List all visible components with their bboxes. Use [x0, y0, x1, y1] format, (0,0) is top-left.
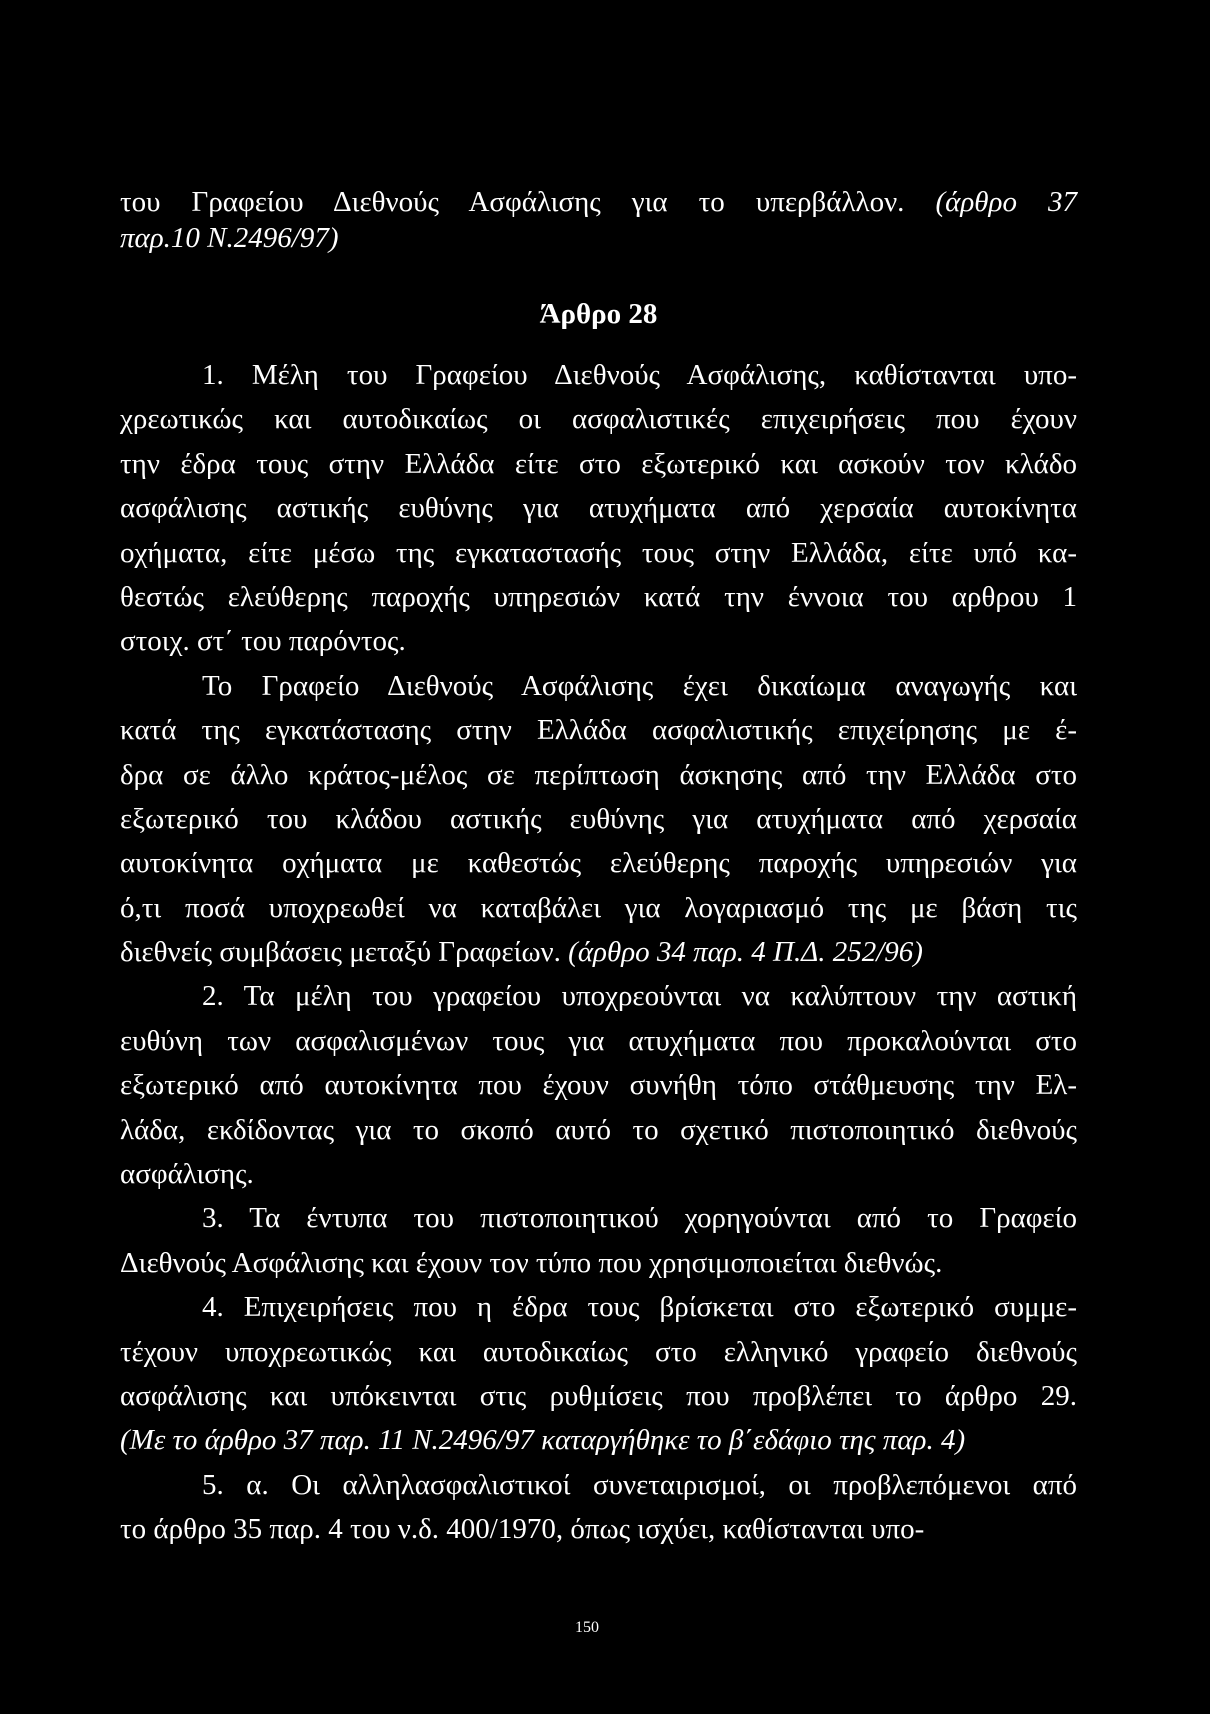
amendment-note: [120, 1418, 1077, 1462]
line-text: 2. Τα μέλη του γραφείου υποχρεούνται να καλύπτουν την αστική: [202, 980, 1077, 1013]
line-text: ασφάλισης αστικής ευθύνης για ατυχήματα από χερσαία αυτοκίνητα: [120, 492, 1077, 525]
line-content: [120, 759, 1077, 791]
text-line: [120, 1507, 1077, 1551]
line-text: αυτοκίνητα οχήματα με καθεστώς ελεύθερης παροχής υπηρεσιών για: [120, 847, 1077, 880]
article-paragraph: [120, 1196, 1077, 1285]
line-text: 1. Μέλη του Γραφείου Διεθνούς Ασφάλισης, καθίστανται υπο-: [202, 359, 1077, 391]
line-content: [120, 581, 1077, 613]
text-line: [120, 1374, 1077, 1418]
line-content: [120, 714, 1077, 746]
line-text: το άρθρο 35 παρ. 4 του ν.δ. 400/1970, όπως ισχύει, καθίστανται υπο-: [120, 1513, 925, 1546]
line-text: ασφάλισης και υπόκεινται στις ρυθμίσεις που προβλέπει το άρθρο 29.: [120, 1379, 1077, 1412]
line-content: [120, 492, 1077, 524]
line-text: ό,τι ποσά υποχρεωθεί να καταβάλει για λογαριασμό της με βάση τις: [120, 891, 1077, 924]
line-content: [120, 403, 1077, 435]
line-text: Το Γραφείο Διεθνούς Ασφάλισης έχει δικαίωμα αναγωγής και: [202, 669, 1077, 702]
line-text: τέχουν υποχρεωτικώς και αυτοδικαίως στο ελληνικό γραφείο διεθνούς: [120, 1335, 1077, 1368]
text-line: [120, 753, 1077, 797]
line-text: ευθύνη των ασφαλισμένων τους για ατυχήματα που προκαλούνται στο: [120, 1024, 1077, 1057]
text-line: [120, 841, 1077, 885]
text-line: [120, 1019, 1077, 1063]
text-line: [120, 1241, 1077, 1285]
line-content: [120, 1380, 1077, 1412]
text-line: [120, 397, 1077, 441]
text-line: [120, 1463, 1077, 1507]
text-line: [120, 886, 1077, 930]
text-line: [120, 664, 1077, 708]
amendment-note-text: (Με το άρθρο 37 παρ. 11 Ν.2496/97 καταργήθηκε το β΄εδάφιο της παρ. 4): [120, 1424, 966, 1457]
article-paragraph: [120, 974, 1077, 1196]
text-line: [120, 930, 1077, 974]
text-line: [120, 486, 1077, 530]
line-text: εξωτερικό από αυτοκίνητα που έχουν συνήθη τόπο στάθμευσης την Ελ-: [120, 1069, 1077, 1102]
line-text: την έδρα τους στην Ελλάδα είτε στο εξωτερικό και ασκούν τον κλάδο: [120, 447, 1077, 480]
article-heading: Άρθρο 28: [539, 298, 658, 330]
line-content: [202, 1291, 1077, 1323]
line-content: [120, 1025, 1077, 1057]
line-content: [120, 1114, 1077, 1146]
line-content: [202, 1469, 1077, 1501]
line-content: [120, 186, 1077, 218]
text-line: [120, 1330, 1077, 1374]
text-line: [120, 575, 1077, 619]
continuation-text: [120, 184, 1077, 256]
text-line: [120, 220, 1077, 256]
line-text: 4. Επιχειρήσεις που η έδρα τους βρίσκεται στο εξωτερικό συμμε-: [202, 1291, 1077, 1324]
line-content: [120, 1158, 254, 1190]
text-line: [120, 531, 1077, 575]
line-content: [202, 980, 1077, 1012]
text-line: [120, 1063, 1077, 1107]
line-content: [120, 892, 1077, 924]
line-text: οχήματα, είτε μέσω της εγκαταστασής τους στην Ελλάδα, είτε υπό κα-: [120, 536, 1077, 569]
text-line: [120, 442, 1077, 486]
line-text: Διεθνούς Ασφάλισης και έχουν τον τύπο που χρησιμοποιείται διεθνώς.: [120, 1246, 943, 1279]
page-number: 150: [575, 1619, 599, 1636]
line-content: [120, 936, 923, 968]
line-text: θεστώς ελεύθερης παροχής υπηρεσιών κατά την έννοια του αρθρου 1: [120, 580, 1077, 613]
text-line: [120, 1108, 1077, 1152]
line-text: λάδα, εκδίδοντας για το σκοπό αυτό το σχετικό πιστοποιητικό διεθνούς: [120, 1113, 1077, 1146]
line-text: διεθνείς συμβάσεις μεταξύ Γραφείων.: [120, 936, 561, 969]
legal-reference: (άρθρο 37: [935, 186, 1078, 218]
line-content: [120, 1336, 1077, 1368]
text-line: [120, 708, 1077, 752]
article-body: [120, 353, 1077, 1552]
text-line: [120, 974, 1077, 1018]
article-paragraph: [120, 353, 1077, 664]
article-paragraph: [120, 1463, 1077, 1552]
text-line: [120, 1152, 1077, 1196]
line-text: ασφάλισης.: [120, 1158, 254, 1191]
line-text: στοιχ. στ΄ του παρόντος.: [120, 625, 406, 658]
line-content: [120, 847, 1077, 879]
legal-reference: (άρθρο 34 παρ. 4 Π.Δ. 252/96): [568, 936, 923, 969]
text-line: [120, 184, 1077, 220]
line-content: [120, 448, 1077, 480]
text-line: [120, 1196, 1077, 1240]
line-content: [202, 670, 1077, 702]
line-text: του Γραφείου Διεθνούς Ασφάλισης για το υπερβάλλον.: [120, 186, 905, 218]
line-content: [120, 1247, 942, 1279]
text-line: [120, 619, 1077, 663]
line-text: 3. Τα έντυπα του πιστοποιητικού χορηγούνται από το Γραφείο: [202, 1202, 1077, 1235]
text-line: [120, 353, 1077, 397]
line-content: [120, 537, 1077, 569]
line-content: [120, 222, 338, 254]
article-paragraph: [120, 1285, 1077, 1463]
article-paragraph: [120, 664, 1077, 975]
line-content: [120, 803, 1077, 835]
text-line: [120, 1285, 1077, 1329]
line-content: [120, 1069, 1077, 1101]
line-content: [120, 1513, 924, 1545]
line-text: δρα σε άλλο κράτος-μέλος σε περίπτωση άσκησης από την Ελλάδα στο: [120, 758, 1077, 791]
line-content: [202, 1202, 1077, 1234]
line-content: [202, 359, 1077, 391]
line-text: χρεωτικώς και αυτοδικαίως οι ασφαλιστικές επιχειρήσεις που έχουν: [120, 403, 1077, 436]
line-text: 5. α. Οι αλληλασφαλιστικοί συνεταιρισμοί, οι προβλεπόμενοι από: [202, 1468, 1077, 1501]
line-text: κατά της εγκατάστασης στην Ελλάδα ασφαλιστικής επιχείρησης με έ-: [120, 714, 1077, 747]
text-line: [120, 797, 1077, 841]
line-text: εξωτερικό του κλάδου αστικής ευθύνης για ατυχήματα από χερσαία: [120, 802, 1077, 835]
line-content: [120, 625, 406, 657]
legal-reference: παρ.10 Ν.2496/97): [120, 222, 339, 254]
